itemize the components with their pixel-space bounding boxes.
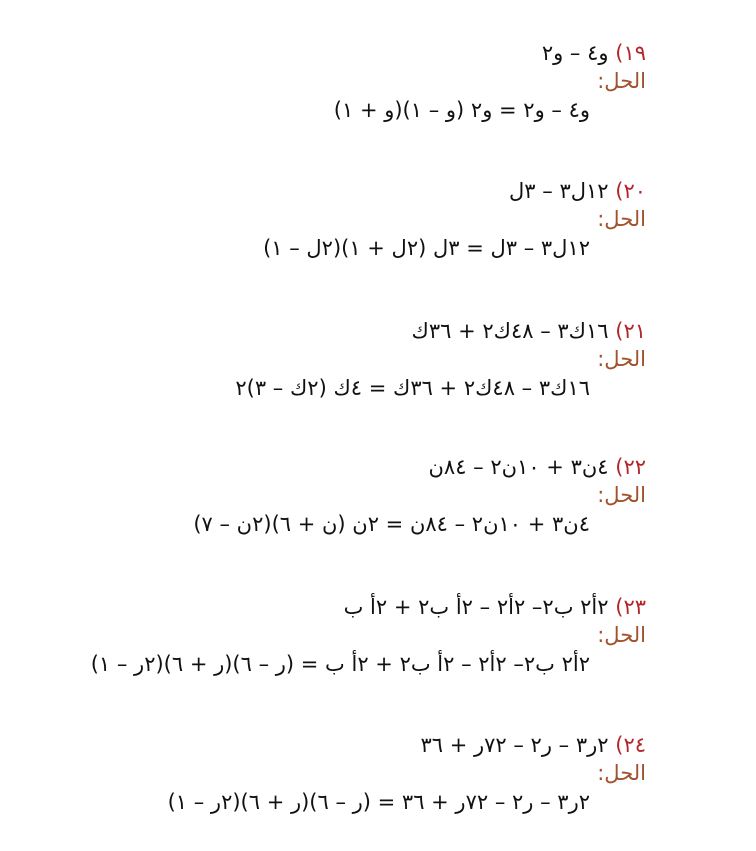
solution-expression: ٢أ٢ ب٢– ٢أ٢ – ٢أ ب٢ + ٢أ ب = (ر – ٦)(ر + ٦)(٢ر – ١) (90, 652, 590, 676)
question-expression: ٢أ٢ ب٢– ٢أ٢ – ٢أ ب٢ + ٢أ ب (343, 595, 609, 619)
question-line (26, 176, 646, 206)
problem-22 (26, 452, 646, 540)
solution-expression: و٤ – و٢ = و٢ (و – ١)(و + ١) (333, 98, 590, 122)
question-line (26, 316, 646, 346)
solution-label: الحل: (597, 483, 646, 507)
question-line (26, 452, 646, 482)
problem-23 (26, 592, 646, 680)
question-line (26, 38, 646, 68)
question-line (26, 730, 646, 760)
problem-number: ١٩) (615, 41, 646, 65)
problem-number: ٢١) (615, 319, 646, 343)
solution-expression: ٤ن٣ + ١٠ن٢ – ٨٤ن = ٢ن (ن + ٦)(٢ن – ٧) (193, 512, 590, 536)
problem-number: ٢٢) (615, 455, 646, 479)
problem-number: ٢٠) (615, 179, 646, 203)
question-expression: و٤ – و٢ (541, 41, 609, 65)
question-line (26, 592, 646, 622)
problem-21 (26, 316, 646, 404)
problem-19 (26, 38, 646, 126)
solution-label: الحل: (597, 623, 646, 647)
solution-label: الحل: (597, 207, 646, 231)
question-expression: ١٦ك٣ – ٤٨ك٢ + ٣٦ك (411, 319, 609, 343)
problem-number: ٢٤) (615, 733, 646, 757)
problem-20 (26, 176, 646, 264)
solution-label: الحل: (597, 69, 646, 93)
problem-24 (26, 730, 646, 818)
solution-expression: ٢ر٣ – ر٢ – ٧٢ر + ٣٦ = (ر – ٦)(ر + ٦)(٢ر – ١) (167, 790, 590, 814)
question-expression: ٢ر٣ – ر٢ – ٧٢ر + ٣٦ (420, 733, 609, 757)
question-expression: ١٢ل٣ – ٣ل (509, 179, 609, 203)
problem-number: ٢٣) (615, 595, 646, 619)
solution-expression: ١٦ك٣ – ٤٨ك٢ + ٣٦ك = ٤ك (٢ك – ٣)٢ (235, 376, 590, 400)
solution-label: الحل: (597, 761, 646, 785)
solution-label: الحل: (597, 347, 646, 371)
solution-expression: ١٢ل٣ – ٣ل = ٣ل (٢ل + ١)(٢ل – ١) (263, 236, 590, 260)
question-expression: ٤ن٣ + ١٠ن٢ – ٨٤ن (428, 455, 609, 479)
